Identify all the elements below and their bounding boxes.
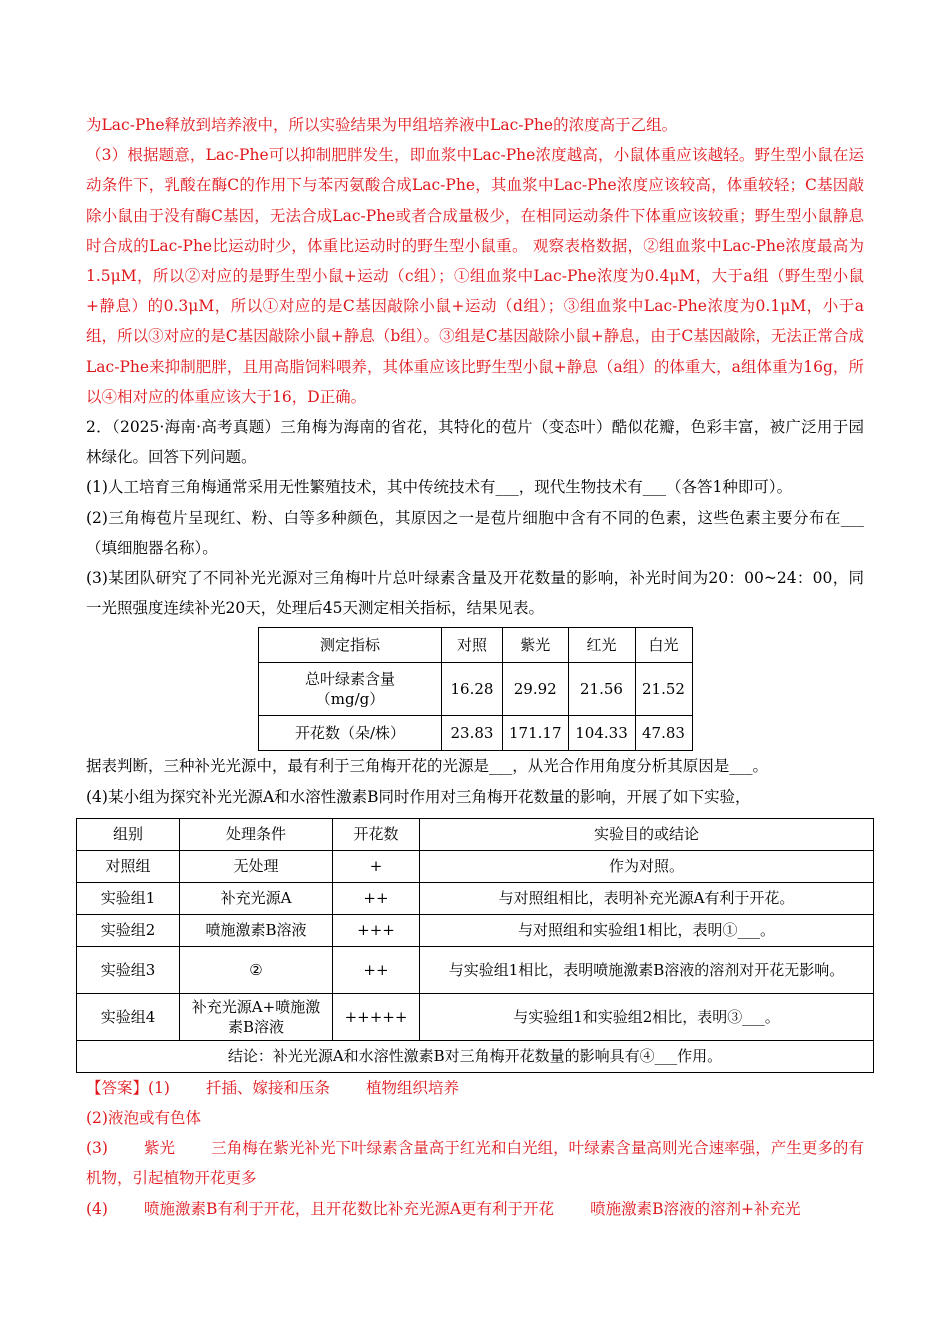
answer-label: (4): [86, 1199, 108, 1218]
answer-4: [86, 1194, 864, 1224]
cell-line: 总叶绿素含量: [304, 670, 395, 689]
table-cell: 21.52: [635, 663, 692, 716]
table-header-row: [77, 818, 874, 850]
table-cell: [259, 663, 442, 716]
table-header-cell: 紫光: [503, 628, 569, 663]
table-cell: 47.83: [635, 716, 692, 751]
light-source-table: [258, 627, 693, 751]
answer-text: 喷施激素B有利于开花，且开花数比补充光源A更有利于开花: [143, 1199, 555, 1218]
table-cell: 实验组4: [77, 993, 180, 1040]
table-header-cell: 处理条件: [180, 818, 333, 850]
table-header-cell: 对照: [442, 628, 503, 663]
answer-label: 【答案】(1): [86, 1078, 170, 1097]
table-cell: 对照组: [77, 850, 180, 882]
table-header-cell: 实验目的或结论: [420, 818, 874, 850]
table-cell: 与对照组和实验组1相比，表明①___。: [420, 914, 874, 946]
document-page: [86, 110, 864, 1224]
table-cell: 29.92: [503, 663, 569, 716]
conclusion-cell: 结论：补光光源A和水溶性激素B对三角梅开花数量的影响具有④___作用。: [77, 1040, 874, 1072]
table-row: [77, 914, 874, 946]
question-1: (1)人工培育三角梅通常采用无性繁殖技术，其中传统技术有___，现代生物技术有___（各答1种即可）。: [86, 478, 793, 497]
table-cell: ②: [180, 946, 333, 993]
table-cell: 补充光源A+喷施激素B溶液: [180, 993, 333, 1040]
experiment-table: [76, 818, 874, 1073]
table-cell: ++: [333, 882, 420, 914]
table-cell: ++: [333, 946, 420, 993]
answer-text: 植物组织培养: [365, 1078, 459, 1097]
table-cell: 实验组2: [77, 914, 180, 946]
table-cell: +: [333, 850, 420, 882]
explanation-paragraph-2: （3）根据题意，Lac-Phe可以抑制肥胖发生，即血浆中Lac-Phe浓度越高，小鼠体重应该越轻。野生型小鼠在运动条件下，乳酸在酶C的作用下与苯丙氨酸合成Lac-Phe，其血浆中Lac-Phe浓度应该较高，体重较轻；C基因敲除小鼠由于没有酶C基因，无法合成Lac-Phe或者合成量极少，在相同运动条件下体重应该较重；野生型小鼠静息时合成的Lac-Phe比运动时少，体重比运动时的野生型小鼠重。 观察表格数据，②组血浆中Lac-Phe浓度最高为1.5μM，所以②对应的是野生型小鼠+运动（c组）；①组血浆中Lac-Phe浓度为0.4μM，大于a组（野生型小鼠+静息）的0.3μM，所以①对应的是C基因敲除小鼠+运动（d组）；③组血浆中Lac-Phe浓度为0.1μM，小于a组，所以③对应的是C基因敲除小鼠+静息（b组）。③组是C基因敲除小鼠+静息，由于C基因敲除，无法正常合成Lac-Phe来抑制肥胖，且用高脂饲料喂养，其体重应该比野生型小鼠+静息（a组）的体重大，a组体重为16g，所以④相对应的体重应该大于16，D正确。: [86, 146, 864, 406]
cell-line: （mg/g）: [315, 690, 385, 709]
table-header-cell: 白光: [635, 628, 692, 663]
table-row: [77, 850, 874, 882]
table-header-row: [259, 628, 693, 663]
table-cell: 21.56: [568, 663, 635, 716]
question-intro: 2．（2025·海南·高考真题）三角梅为海南的省花，其特化的苞片（变态叶）酷似花瓣，色彩丰富，被广泛用于园林绿化。回答下列问题。: [86, 418, 864, 467]
question-4: (4)某小组为探究补光光源A和水溶性激素B同时作用对三角梅开花数量的影响，开展了如下实验，: [86, 787, 751, 806]
answer-text: 紫光: [143, 1139, 176, 1158]
table-header-cell: 开花数: [333, 818, 420, 850]
question-3: (3)某团队研究了不同补光光源对三角梅叶片总叶绿素含量及开花数量的影响，补光时间为20：00~24：00，同一光照强度连续补光20天，处理后45天测定相关指标，结果见表。: [86, 569, 864, 618]
table-cell: +++++: [333, 993, 420, 1040]
table-cell: 补充光源A: [180, 882, 333, 914]
table-row: [77, 946, 874, 993]
question-2: (2)三角梅苞片呈现红、粉、白等多种颜色，其原因之一是苞片细胞中含有不同的色素，这些色素主要分布在___（填细胞器名称）。: [86, 508, 864, 557]
table-cell: +++: [333, 914, 420, 946]
table-cell: 与实验组1和实验组2相比，表明③___。: [420, 993, 874, 1040]
answer-label: (3): [86, 1139, 108, 1158]
table-row: [77, 882, 874, 914]
table-header-cell: 测定指标: [259, 628, 442, 663]
table-header-cell: 红光: [568, 628, 635, 663]
table-header-cell: 组别: [77, 818, 180, 850]
table-cell: 实验组3: [77, 946, 180, 993]
table-row: [259, 716, 693, 751]
table-row: [77, 1040, 874, 1072]
table-cell: 23.83: [442, 716, 503, 751]
table-cell: 作为对照。: [420, 850, 874, 882]
answer-3: [86, 1133, 864, 1193]
table-cell: 实验组1: [77, 882, 180, 914]
answer-text: 扦插、嫁接和压条: [205, 1078, 330, 1097]
table-cell: 与对照组相比，表明补充光源A有利于开花。: [420, 882, 874, 914]
table-cell: 171.17: [503, 716, 569, 751]
explanation-paragraph-1: 为Lac-Phe释放到培养液中，所以实验结果为甲组培养液中Lac-Phe的浓度高于乙组。: [86, 116, 678, 134]
table-cell: 无处理: [180, 850, 333, 882]
table-cell: 与实验组1相比，表明喷施激素B溶液的溶剂对开花无影响。: [420, 946, 874, 993]
table-cell: 开花数（朵/株）: [259, 716, 442, 751]
answer-text: 喷施激素B溶液的溶剂+补充光: [590, 1199, 801, 1218]
table-row: [259, 663, 693, 716]
answer-text: 三角梅在紫光补光下叶绿素含量高于红光和白光组，叶绿素含量高则光合速率强，产生更多的有机物，引起植物开花更多: [86, 1139, 864, 1188]
answer-section: [86, 1073, 864, 1224]
table-row: [77, 993, 874, 1040]
table-cell: 104.33: [568, 716, 635, 751]
question-3-after-table: 据表判断，三种补光光源中，最有利于三角梅开花的光源是___，从光合作用角度分析其原因是___。: [86, 757, 769, 776]
answer-1: [86, 1073, 864, 1103]
answer-2: (2)液泡或有色体: [86, 1109, 201, 1128]
table-cell: 喷施激素B溶液: [180, 914, 333, 946]
table-cell: 16.28: [442, 663, 503, 716]
